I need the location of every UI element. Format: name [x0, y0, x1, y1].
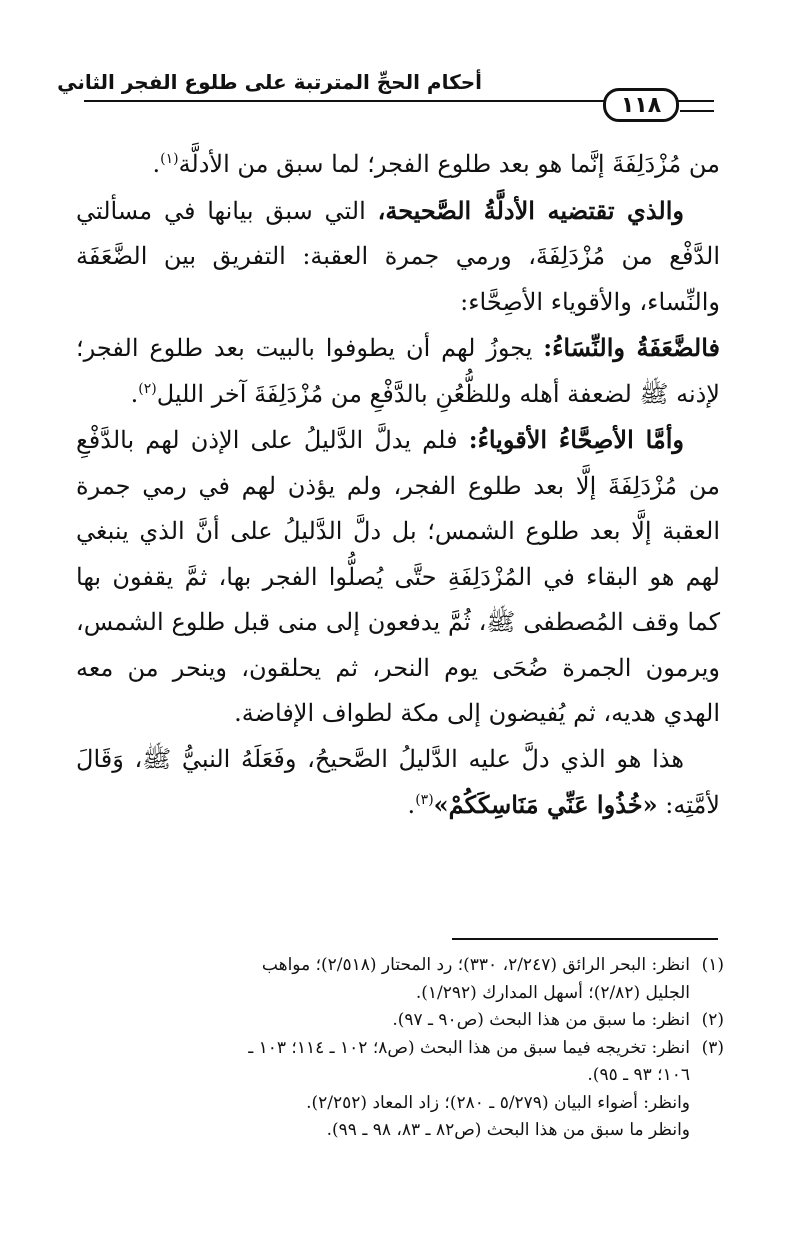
running-header-title: أحكام الحجِّ المترتبة على طلوع الفجر الثاني — [57, 70, 482, 94]
hadith-quote: «خُذُوا عَنِّي مَنَاسِكَكُمْ» — [433, 790, 658, 819]
footnote-1-line-2: الجليل (٢/٨٢)؛ أسهل المدارك (١/٢٩٢). — [415, 982, 690, 1003]
paragraph-4-text: فلم يدلَّ الدَّليلُ على الإذن لهم بالدَّفْعِ من مُزْدَلِفَةَ إلَّا بعد طلوع الفجر، ولم يؤذن لهم في رمي جمرة العقبة إلَّا بعد طلوع الشمس؛ بل دلَّ الدَّليلُ على أنَّ الذي ينبغي لهم هو البقاء في المُزْدَلِفَةِ حتَّى يُصلُّوا الفجر بها، ثمَّ يقفون بها كما وقف المُصطفى ﷺ، ثُمَّ يدفعون إلى منى قبل طلوع الشمس، ويرمون الجمرة ضُحَى يوم النحر، ثم يحلقون، وينحر من معه الهدي هديه، ثم يُفيضون إلى مكة لطواف الإفاضة. — [76, 426, 720, 727]
footnote-3-extra-1: وانظر: أضواء البيان (٥/٢٧٩ ـ ٢٨٠)؛ زاد المعاد (٢/٢٥٢). — [306, 1092, 690, 1113]
footnote-1-number: (١) — [701, 955, 724, 975]
page-number: ١١٨ — [603, 88, 679, 122]
footnote-2-number: (٢) — [701, 1010, 724, 1030]
paragraph-1-end: . — [152, 150, 161, 178]
footnote-3-line-1: انظر: تخريجه فيما سبق من هذا البحث (ص٨؛ ١٠٢ ـ ١١٤؛ ١٠٣ ـ — [248, 1037, 690, 1058]
paragraph-1-text: من مُزْدَلِفَةَ إنَّما هو بعد طلوع الفجر؛ لما سبق من الأدلَّة — [178, 150, 720, 178]
footnote-ref-2: (٢) — [138, 380, 157, 397]
footnote-3-number: (٣) — [701, 1037, 724, 1058]
paragraph-4-lead: وأمَّا الأصِحَّاءُ الأقوياءُ: — [468, 425, 685, 454]
footnote-3 — [76, 1035, 724, 1063]
footnote-3-line-2: ١٠٦؛ ٩٣ ـ ٩٥). — [587, 1065, 690, 1085]
paragraph-5 — [76, 737, 720, 829]
main-text — [76, 142, 720, 829]
paragraph-3-end: . — [130, 379, 139, 408]
footnote-2 — [76, 1007, 724, 1035]
paragraph-1 — [76, 142, 720, 188]
footnote-ref-1: (١) — [160, 151, 179, 167]
footnote-ref-3: (٣) — [415, 792, 434, 808]
paragraph-2 — [76, 188, 720, 326]
page-number-ornament — [680, 100, 714, 112]
paragraph-4 — [76, 417, 720, 737]
footnote-separator — [452, 938, 718, 940]
paragraph-5-text: هذا هو الذي دلَّ عليه الدَّليلُ الصَّحيحُ، وفَعَلَهُ النبيُّ ﷺ، وَقَالَ لأمَّتِه: — [76, 744, 720, 819]
footnote-1 — [76, 952, 724, 980]
paragraph-2-text: التي سبق بيانها في مسألتي الدَّفْع من مُزْدَلِفَةَ، ورمي جمرة العقبة: التفريق بين الضَّعَفَة والنِّساء، والأقوياء الأصِحَّاء: — [76, 196, 720, 316]
paragraph-3-text: يجوزُ لهم أن يطوفوا بالبيت بعد طلوع الفجر؛ لإذنه ﷺ لضعفة أهله وللظُّعُنِ بالدَّفْعِ من مُزْدَلِفَةَ آخر الليل — [76, 334, 720, 408]
footnote-2-line-1: انظر: ما سبق من هذا البحث (ص٩٠ ـ ٩٧). — [392, 1010, 690, 1030]
paragraph-3 — [76, 325, 720, 417]
footnote-1-line-1: انظر: البحر الرائق (٢/٢٤٧، ٣٣٠)؛ رد المحتار (٢/٥١٨)؛ مواهب — [261, 955, 690, 975]
footnote-3-extra-2: وانظر ما سبق من هذا البحث (ص٨٢ ـ ٨٣، ٩٨ ـ ٩٩). — [326, 1120, 690, 1140]
paragraph-3-lead: فالضَّعَفَةُ والنِّسَاءُ: — [543, 333, 721, 362]
paragraph-5-end: . — [407, 791, 416, 819]
paragraph-2-lead: والذي تقتضيه الأدلَّةُ الصَّحيحة، — [377, 195, 684, 225]
footnotes — [76, 952, 724, 1145]
